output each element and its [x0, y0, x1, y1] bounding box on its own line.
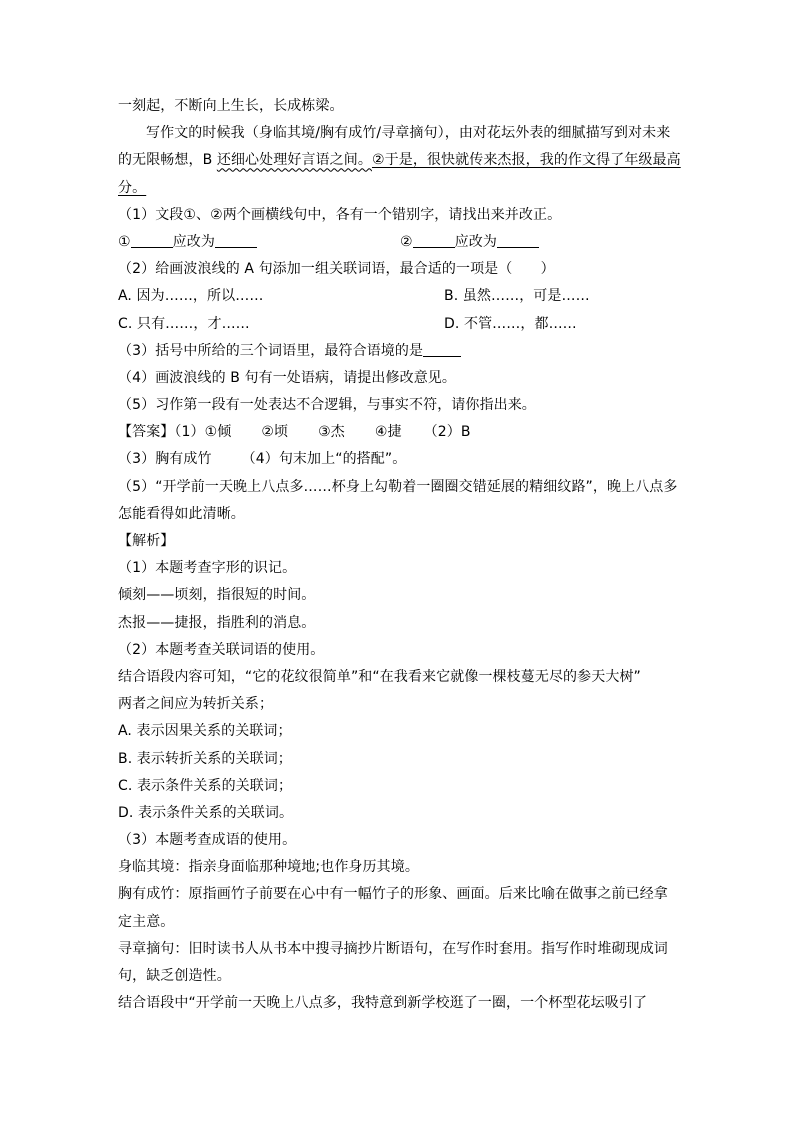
answer-item: （4）句末加上“的搭配”。	[241, 451, 407, 468]
text-line	[118, 147, 681, 174]
answer-line: （5）“开学前一天晚上八点多……杯身上勾勒着一圈圈交错延展的精细纹路”，晚上八点多	[118, 478, 678, 495]
analysis-line: （1）本题考查字形的识记。	[118, 560, 297, 577]
question-1: （1）文段①、②两个画横线句中，各有一个错别字，请找出来并改正。	[118, 206, 562, 223]
question-1-blanks	[118, 229, 678, 256]
analysis-line: 寻章摘句：旧时读书人从书本中搜寻摘抄片断语句，在写作时套用。指写作时堆砌现成词	[118, 940, 668, 957]
answer-item: （2）B	[423, 424, 471, 441]
underlined-sentence-2-end: 分。	[118, 179, 147, 196]
analysis-label: 【解析】	[118, 533, 175, 549]
wavy-underlined-sentence-b: 还细心处理好言语之间。	[216, 152, 372, 169]
analysis-line: 身临其境：指亲身面临那种境地;也作身历其境。	[118, 859, 419, 876]
question-4: （4）画波浪线的 B 句有一处语病，请提出修改意见。	[118, 369, 457, 386]
analysis-line: D. 表示条件关系的关联词。	[118, 804, 294, 821]
blank-connector: 应改为	[454, 233, 497, 250]
analysis-line: （3）本题考查成语的使用。	[118, 832, 297, 849]
document-page	[118, 93, 681, 1017]
option-a: A. 因为……，所以……	[118, 288, 264, 305]
options-row	[118, 283, 678, 310]
answer-line: 怎能看得如此清晰。	[118, 505, 245, 522]
blank-label-2: ②	[400, 233, 413, 250]
analysis-line: 定主意。	[118, 913, 175, 930]
analysis-line: C. 表示条件关系的关联词；	[118, 777, 293, 794]
answer-blank	[497, 231, 539, 248]
answer-item: ②顷	[261, 424, 289, 441]
analysis-line: 杰报——捷报，指胜利的消息。	[118, 614, 316, 631]
text-line: 写作文的时候我（身临其境/胸有成竹/寻章摘句），由对花坛外表的细腻描写到对未来	[146, 125, 671, 142]
question-3-text: （3）括号中所给的三个词语里，最符合语境的是	[118, 342, 424, 359]
analysis-line: 结合语段内容可知，“它的花纹很简单”和“在我看来它就像一棵枝蔓无尽的参天大树”	[118, 668, 641, 685]
answer-item: （3）胸有成竹	[118, 451, 212, 468]
answer-blank	[215, 231, 257, 248]
answer-blank	[423, 340, 461, 357]
answer-blank	[131, 231, 173, 248]
question-3	[118, 338, 678, 365]
analysis-line: A. 表示因果关系的关联词；	[118, 723, 292, 740]
option-b: B. 虽然……，可是……	[444, 288, 590, 305]
analysis-line: B. 表示转折关系的关联词；	[118, 750, 292, 767]
analysis-line: 胸有成竹：原指画竹子前要在心中有一幅竹子的形象、画面。后来比喻在做事之前已经拿	[118, 886, 668, 903]
answer-item: （1）①倾	[174, 424, 232, 441]
answer-line	[118, 446, 678, 473]
analysis-line: 句，缺乏创造性。	[118, 968, 231, 984]
text-line	[118, 175, 678, 202]
blank-group-2	[400, 229, 539, 256]
analysis-line: （2）本题考查关联词语的使用。	[118, 641, 325, 658]
blank-connector: 应改为	[172, 233, 215, 250]
question-2: （2）给画波浪线的 A 句添加一组关联词语，最合适的一项是（ ）	[118, 261, 555, 278]
answer-blank	[413, 231, 455, 248]
answer-item: ③杰	[318, 424, 345, 441]
option-c: C. 只有……，才……	[118, 315, 250, 332]
text-segment: 的无限畅想，B	[118, 152, 217, 169]
analysis-line: 倾刻——顷刻，指很短的时间。	[118, 587, 316, 604]
answer-item: ④捷	[374, 424, 402, 441]
blank-label-1: ①	[118, 233, 131, 250]
analysis-line: 结合语段中“开学前一天晚上八点多，我特意到新学校逛了一圈，一个杯型花坛吸引了	[118, 995, 648, 1012]
question-5: （5）习作第一段有一处表达不合逻辑，与事实不符，请你指出来。	[118, 397, 536, 414]
answer-line	[118, 419, 678, 446]
option-d: D. 不管……，都……	[444, 315, 577, 332]
options-row	[118, 311, 678, 338]
text-line: 一刻起，不断向上生长，长成栋梁。	[118, 98, 344, 114]
answer-label: 【答案】	[118, 424, 175, 441]
analysis-line: 两者之间应为转折关系；	[118, 696, 274, 713]
underlined-sentence-2: ②于是，很快就传来杰报，我的作文得了年级最高	[371, 152, 681, 169]
